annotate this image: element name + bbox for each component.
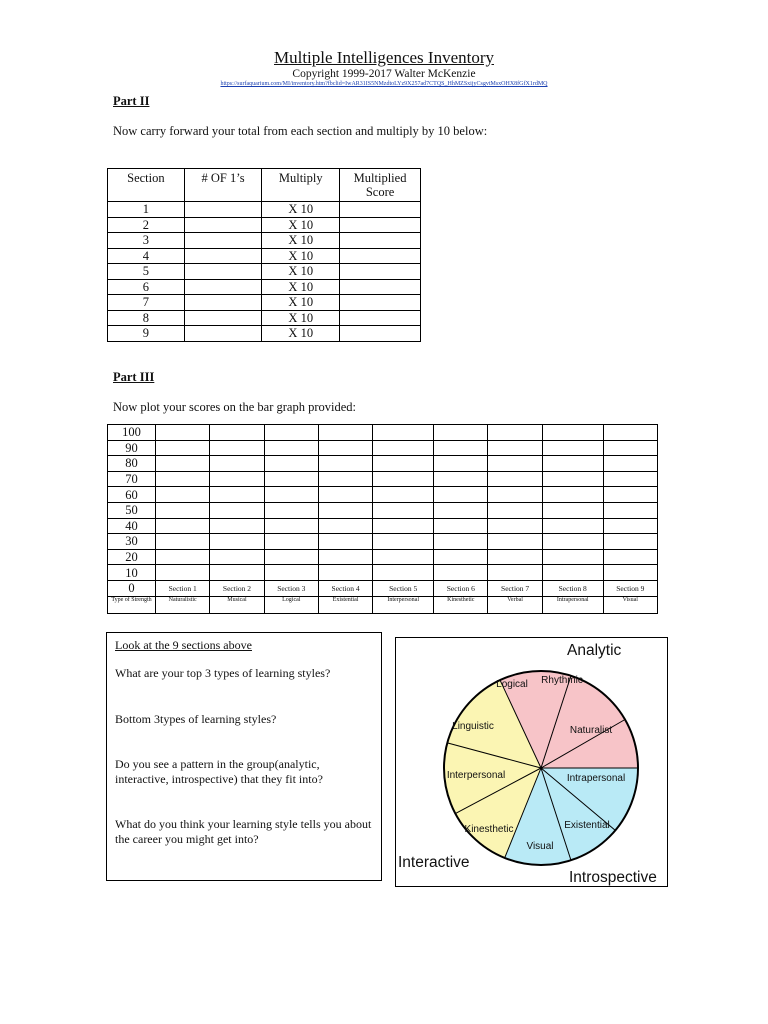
score-table — [107, 168, 421, 342]
y-axis-label: 100 — [108, 425, 156, 441]
graph-cell[interactable] — [264, 549, 318, 565]
score-cell[interactable] — [340, 217, 421, 233]
section-number: 7 — [108, 295, 185, 311]
multiply-cell: X 10 — [262, 279, 340, 295]
score-cell[interactable] — [340, 310, 421, 326]
graph-row — [108, 440, 658, 456]
bar-graph-grid — [107, 424, 658, 614]
count-cell[interactable] — [184, 310, 262, 326]
strength-type-label: Verbal — [488, 596, 542, 613]
graph-cell[interactable] — [156, 534, 210, 550]
graph-cell[interactable] — [434, 456, 488, 472]
wheel-group-introspective: Introspective — [569, 869, 657, 886]
graph-cell[interactable] — [603, 487, 657, 503]
graph-row — [108, 565, 658, 581]
score-cell[interactable] — [340, 326, 421, 342]
wheel-label-linguistic: Linguistic — [452, 721, 494, 732]
section-number: 1 — [108, 202, 185, 218]
multiply-cell: X 10 — [262, 295, 340, 311]
graph-cell[interactable] — [264, 440, 318, 456]
graph-row — [108, 487, 658, 503]
section-number: 8 — [108, 310, 185, 326]
graph-cell[interactable] — [373, 549, 434, 565]
graph-cell[interactable] — [488, 487, 542, 503]
graph-cell[interactable] — [542, 487, 603, 503]
graph-cell[interactable] — [318, 518, 372, 534]
table-row — [108, 217, 421, 233]
graph-cell[interactable] — [373, 565, 434, 581]
graph-cell[interactable] — [373, 534, 434, 550]
y-axis-label: 80 — [108, 456, 156, 472]
section-number: 2 — [108, 217, 185, 233]
strength-type-label: Kinesthetic — [434, 596, 488, 613]
graph-cell[interactable] — [210, 518, 264, 534]
graph-cell[interactable] — [488, 502, 542, 518]
section-number: 6 — [108, 279, 185, 295]
graph-cell[interactable] — [373, 487, 434, 503]
graph-cell[interactable] — [373, 502, 434, 518]
graph-cell[interactable] — [603, 471, 657, 487]
y-axis-label: 50 — [108, 502, 156, 518]
multiply-cell: X 10 — [262, 326, 340, 342]
graph-cell[interactable] — [434, 487, 488, 503]
section-number: 4 — [108, 248, 185, 264]
wheel-label-rhythmic: Rhythmic — [541, 675, 583, 686]
graph-cell[interactable] — [318, 440, 372, 456]
question-bottom-styles: Bottom 3types of learning styles? — [115, 712, 277, 726]
graph-row — [108, 518, 658, 534]
graph-cell[interactable] — [264, 471, 318, 487]
learning-style-wheel — [395, 637, 668, 887]
strength-type-label: Naturalistic — [156, 596, 210, 613]
graph-cell[interactable] — [542, 425, 603, 441]
section-label: Section 3 — [264, 580, 318, 596]
graph-cell[interactable] — [210, 549, 264, 565]
section-number: 5 — [108, 264, 185, 280]
table-row — [108, 248, 421, 264]
graph-row — [108, 471, 658, 487]
graph-cell[interactable] — [488, 456, 542, 472]
y-axis-zero: 0 — [108, 580, 156, 596]
part2-instruction: Now carry forward your total from each section and multiply by 10 below: — [113, 124, 488, 138]
count-cell[interactable] — [184, 202, 262, 218]
y-axis-label: 70 — [108, 471, 156, 487]
score-cell[interactable] — [340, 279, 421, 295]
y-axis-label: 10 — [108, 565, 156, 581]
section-label: Section 7 — [488, 580, 542, 596]
graph-cell[interactable] — [603, 549, 657, 565]
graph-cell[interactable] — [603, 565, 657, 581]
section-number: 9 — [108, 326, 185, 342]
type-label-row — [108, 596, 658, 613]
graph-cell[interactable] — [210, 502, 264, 518]
graph-cell[interactable] — [210, 565, 264, 581]
part2-heading: Part II — [113, 94, 150, 108]
graph-cell[interactable] — [373, 471, 434, 487]
col-header-section: Section — [108, 169, 185, 202]
wheel-group-analytic: Analytic — [567, 642, 622, 659]
graph-cell[interactable] — [434, 425, 488, 441]
graph-cell[interactable] — [542, 440, 603, 456]
graph-cell[interactable] — [156, 518, 210, 534]
graph-cell[interactable] — [318, 425, 372, 441]
graph-cell[interactable] — [603, 425, 657, 441]
section-label: Section 1 — [156, 580, 210, 596]
multiply-cell: X 10 — [262, 264, 340, 280]
y-axis-label: 60 — [108, 487, 156, 503]
section-label: Section 9 — [603, 580, 657, 596]
question-career: What do you think your learning style tells you about the career you might get into? — [115, 817, 372, 846]
section-label: Section 4 — [318, 580, 372, 596]
graph-cell[interactable] — [603, 534, 657, 550]
col-header-multiply: Multiply — [262, 169, 340, 202]
graph-cell[interactable] — [210, 440, 264, 456]
graph-cell[interactable] — [373, 425, 434, 441]
graph-cell[interactable] — [210, 487, 264, 503]
multiply-cell: X 10 — [262, 202, 340, 218]
graph-cell[interactable] — [264, 565, 318, 581]
graph-cell[interactable] — [264, 518, 318, 534]
y-axis-label: 30 — [108, 534, 156, 550]
graph-cell[interactable] — [373, 518, 434, 534]
count-cell[interactable] — [184, 217, 262, 233]
wheel-svg — [396, 638, 667, 886]
section-label: Section 2 — [210, 580, 264, 596]
y-axis-label: 40 — [108, 518, 156, 534]
page-title: Multiple Intelligences Inventory — [274, 48, 494, 67]
y-axis-label: 90 — [108, 440, 156, 456]
graph-row — [108, 549, 658, 565]
graph-cell[interactable] — [542, 456, 603, 472]
table-row — [108, 310, 421, 326]
section-label-row — [108, 580, 658, 596]
section-label: Section 5 — [373, 580, 434, 596]
graph-row — [108, 534, 658, 550]
graph-cell[interactable] — [156, 502, 210, 518]
graph-cell[interactable] — [603, 518, 657, 534]
multiply-cell: X 10 — [262, 233, 340, 249]
count-cell[interactable] — [184, 279, 262, 295]
count-cell[interactable] — [184, 326, 262, 342]
graph-cell[interactable] — [156, 440, 210, 456]
copyright-line: Copyright 1999-2017 Walter McKenzie — [292, 68, 476, 80]
strength-type-label: Interpersonal — [373, 596, 434, 613]
graph-cell[interactable] — [434, 518, 488, 534]
table-row — [108, 264, 421, 280]
score-cell[interactable] — [340, 295, 421, 311]
graph-cell[interactable] — [488, 534, 542, 550]
table-row — [108, 233, 421, 249]
graph-cell[interactable] — [156, 456, 210, 472]
table-row — [108, 279, 421, 295]
wheel-label-interpersonal: Interpersonal — [446, 770, 506, 781]
graph-cell[interactable] — [488, 518, 542, 534]
strength-type-label: Visual — [603, 596, 657, 613]
multiply-cell: X 10 — [262, 310, 340, 326]
section-label: Section 8 — [542, 580, 603, 596]
graph-cell[interactable] — [434, 440, 488, 456]
count-cell[interactable] — [184, 233, 262, 249]
graph-cell[interactable] — [156, 565, 210, 581]
count-cell[interactable] — [184, 264, 262, 280]
score-cell[interactable] — [340, 264, 421, 280]
question-pattern: Do you see a pattern in the group(analytic, interactive, introspective) that they fit into? — [115, 757, 323, 786]
graph-cell[interactable] — [434, 549, 488, 565]
question-top-styles: What are your top 3 types of learning styles? — [115, 666, 331, 680]
graph-cell[interactable] — [603, 440, 657, 456]
wheel-label-existential: Existential — [564, 820, 610, 831]
wheel-label-visual: Visual — [526, 841, 554, 852]
graph-cell[interactable] — [318, 502, 372, 518]
graph-cell[interactable] — [318, 456, 372, 472]
graph-cell[interactable] — [210, 471, 264, 487]
graph-cell[interactable] — [264, 425, 318, 441]
score-cell[interactable] — [340, 248, 421, 264]
table-row — [108, 326, 421, 342]
strength-type-label: Logical — [264, 596, 318, 613]
score-cell[interactable] — [340, 202, 421, 218]
graph-cell[interactable] — [542, 518, 603, 534]
reflection-questions-box — [106, 632, 382, 881]
graph-cell[interactable] — [318, 471, 372, 487]
graph-cell[interactable] — [373, 440, 434, 456]
graph-cell[interactable] — [156, 471, 210, 487]
section-number: 3 — [108, 233, 185, 249]
graph-cell[interactable] — [542, 471, 603, 487]
graph-cell[interactable] — [488, 565, 542, 581]
graph-cell[interactable] — [542, 502, 603, 518]
wheel-label-kinesthetic: Kinesthetic — [464, 824, 514, 835]
multiply-cell: X 10 — [262, 217, 340, 233]
wheel-label-intrapersonal: Intrapersonal — [566, 773, 626, 784]
graph-cell[interactable] — [264, 487, 318, 503]
graph-cell[interactable] — [542, 565, 603, 581]
graph-cell[interactable] — [264, 456, 318, 472]
col-header-count: # OF 1’s — [184, 169, 262, 202]
graph-cell[interactable] — [488, 425, 542, 441]
graph-cell[interactable] — [210, 425, 264, 441]
col-header-multiplied-score: Multiplied Score — [340, 169, 421, 202]
graph-cell[interactable] — [210, 456, 264, 472]
graph-cell[interactable] — [318, 487, 372, 503]
graph-cell[interactable] — [434, 565, 488, 581]
strength-type-label: Existential — [318, 596, 372, 613]
graph-cell[interactable] — [603, 456, 657, 472]
graph-cell[interactable] — [318, 565, 372, 581]
type-of-strength-label: Type of Strength — [108, 596, 156, 613]
y-axis-label: 20 — [108, 549, 156, 565]
part3-heading: Part III — [113, 370, 155, 384]
strength-type-label: Intrapersonal — [542, 596, 603, 613]
graph-cell[interactable] — [318, 534, 372, 550]
graph-cell[interactable] — [156, 549, 210, 565]
source-link[interactable]: https://surfaquarium.com/MI/inventory.htm?fbclid=IwAR31IS5NMzdtoLYz9X257ad7CTQS_HhMZSxijyCsgvtMsxOHX8fGfX1rdMQ — [220, 81, 548, 87]
multiply-cell: X 10 — [262, 248, 340, 264]
table-row — [108, 202, 421, 218]
graph-cell[interactable] — [210, 534, 264, 550]
graph-cell[interactable] — [264, 534, 318, 550]
graph-cell[interactable] — [488, 471, 542, 487]
graph-cell[interactable] — [156, 425, 210, 441]
graph-cell[interactable] — [434, 471, 488, 487]
graph-cell[interactable] — [542, 534, 603, 550]
questions-intro: Look at the 9 sections above — [115, 638, 252, 652]
graph-row — [108, 456, 658, 472]
count-cell[interactable] — [184, 295, 262, 311]
section-label: Section 6 — [434, 580, 488, 596]
graph-cell[interactable] — [488, 549, 542, 565]
graph-cell[interactable] — [264, 502, 318, 518]
part3-instruction: Now plot your scores on the bar graph provided: — [113, 400, 356, 414]
graph-cell[interactable] — [488, 440, 542, 456]
graph-cell[interactable] — [373, 456, 434, 472]
wheel-group-interactive: Interactive — [398, 854, 470, 871]
graph-cell[interactable] — [156, 487, 210, 503]
score-cell[interactable] — [340, 233, 421, 249]
graph-cell[interactable] — [603, 502, 657, 518]
graph-cell[interactable] — [434, 502, 488, 518]
table-row — [108, 295, 421, 311]
wheel-label-naturalist: Naturalist — [569, 725, 613, 736]
strength-type-label: Musical — [210, 596, 264, 613]
graph-row — [108, 502, 658, 518]
graph-cell[interactable] — [434, 534, 488, 550]
graph-row — [108, 425, 658, 441]
graph-cell[interactable] — [542, 549, 603, 565]
count-cell[interactable] — [184, 248, 262, 264]
wheel-label-logical: Logical — [496, 679, 528, 690]
graph-cell[interactable] — [318, 549, 372, 565]
